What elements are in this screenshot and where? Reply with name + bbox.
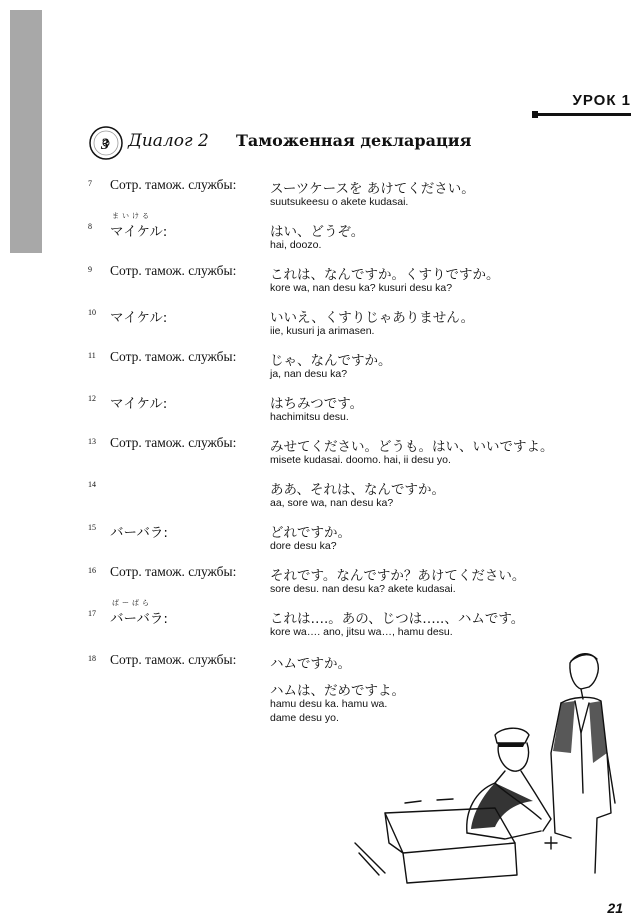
line-number: 12 (88, 394, 96, 403)
romaji-text: aa, sore wa, nan desu ka? (270, 497, 394, 509)
line-number: 15 (88, 523, 96, 532)
japanese-text: はちみつです。 (270, 396, 364, 412)
page-number: 21 (607, 900, 623, 916)
lesson-rule (535, 113, 631, 116)
line-number: 14 (88, 480, 96, 489)
speaker: マイケル: (110, 396, 168, 412)
romaji-text: hachimitsu desu. (270, 411, 349, 423)
line-number: 17 (88, 609, 96, 618)
romaji-text: dore desu ka? (270, 540, 337, 552)
speaker: Сотр. тамож. службы: (110, 177, 237, 192)
line-number: 10 (88, 308, 96, 317)
line-number: 7 (88, 179, 92, 188)
line-number: 18 (88, 654, 96, 663)
romaji-text: kore wa…. ano, jitsu wa…, hamu desu. (270, 626, 453, 638)
japanese-text: いいえ、くすりじゃありません。 (270, 310, 475, 326)
romaji-text: misete kudasai. doomo. hai, ii desu yo. (270, 454, 451, 466)
japanese-text: どれですか。 (270, 525, 351, 541)
japanese-text: じゃ、なんですか。 (270, 353, 392, 369)
romaji-text: sore desu. nan desu ka? akete kudasai. (270, 583, 456, 595)
speaker-name: バーバラ: (110, 611, 168, 627)
dialog-title: Таможенная декларация (236, 131, 472, 150)
romaji-text: suutsukeesu o akete kudasai. (270, 196, 409, 208)
japanese-text: スーツケースを あけてください。 (270, 181, 475, 197)
speaker (110, 599, 168, 627)
speaker: Сотр. тамож. службы: (110, 564, 237, 579)
line-number: 11 (88, 351, 96, 360)
speaker: マイケル: (110, 310, 168, 326)
cd-icon (88, 125, 124, 161)
furigana: まいける (112, 212, 152, 220)
japanese-text: ああ、それは、なんですか。 (270, 482, 445, 498)
speaker: Сотр. тамож. службы: (110, 435, 237, 450)
side-tab-marker (10, 10, 42, 253)
line-number: 13 (88, 437, 96, 446)
romaji-text: ja, nan desu ka? (270, 368, 348, 380)
romaji-text: dame desu yo. (270, 712, 339, 724)
lesson-label: УРОК 1 (572, 92, 631, 109)
dialog-header (88, 125, 518, 161)
japanese-text: はい、どうぞ。 (270, 224, 365, 240)
furigana: ばーばら (112, 599, 152, 607)
japanese-text: これは….。あの、じつは…..、ハムです。 (270, 611, 525, 627)
speaker: Сотр. тамож. службы: (110, 349, 237, 364)
japanese-text: みせてください。どうも。はい、いいですよ。 (270, 439, 554, 455)
japanese-text: これは、なんですか。くすりですか。 (270, 267, 500, 283)
line-number: 8 (88, 222, 92, 231)
speaker: Сотр. тамож. службы: (110, 263, 237, 278)
cd-number: 3 (101, 136, 109, 153)
speaker (110, 212, 168, 240)
romaji-text: hamu desu ka. hamu wa. (270, 698, 388, 710)
speaker: バーバラ: (110, 525, 168, 541)
customs-officer-illustration (345, 643, 625, 893)
romaji-text: kore wa, nan desu ka? kusuri desu ka? (270, 282, 453, 294)
line-number: 16 (88, 566, 96, 575)
speaker: Сотр. тамож. службы: (110, 652, 237, 667)
lesson-header (535, 92, 631, 109)
japanese-text: ハムですか。 (270, 656, 351, 672)
speaker-name: マイケル: (110, 224, 168, 240)
japanese-text: ハムは、だめですよ。 (270, 683, 405, 699)
dialog-label: Диалог 2 (128, 131, 209, 151)
romaji-text: iie, kusuri ja arimasen. (270, 325, 375, 337)
romaji-text: hai, doozo. (270, 239, 322, 251)
line-number: 9 (88, 265, 92, 274)
japanese-text: それです。なんですか？あけてください。 (270, 568, 526, 584)
